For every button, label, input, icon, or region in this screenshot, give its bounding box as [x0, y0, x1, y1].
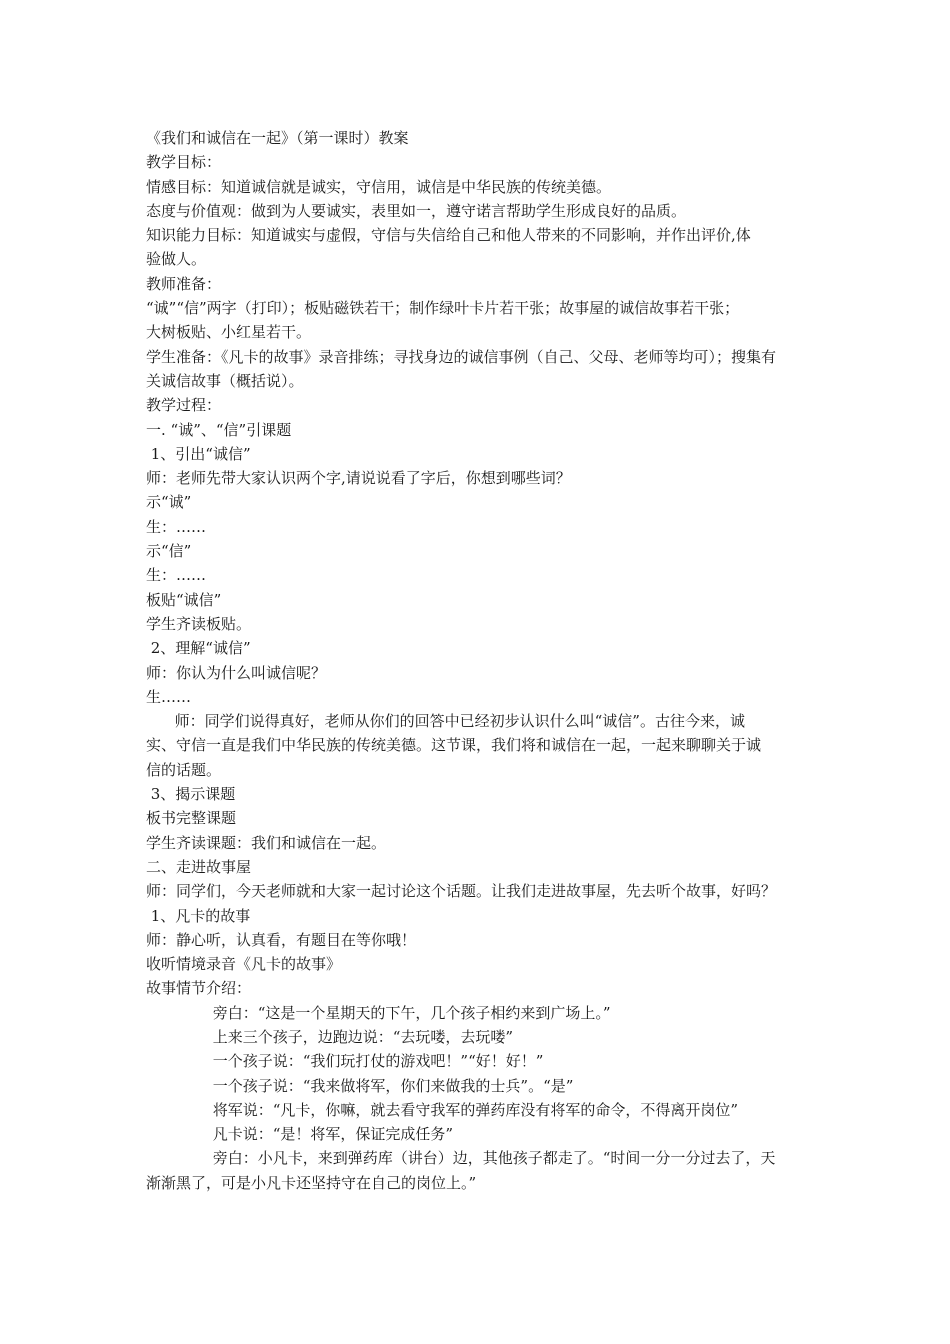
story-line: 将军说：“凡卡，你嘛，就去看守我军的弹药库没有将军的命令，不得离开岗位” — [146, 1100, 739, 1119]
story-intro-heading: 故事情节介绍： — [146, 979, 252, 998]
listen-recording: 收听情境录音《凡卡的故事》 — [146, 955, 342, 974]
teacher-paragraph-line-1: 师：同学们说得真好，老师从你们的回答中已经初步认识什么叫“诚信”。古往今来，诚 — [146, 712, 745, 731]
document-title: 《我们和诚信在一起》（第一课时）教案 — [146, 129, 409, 147]
story-line: 上来三个孩子，边跑边说：“去玩喽，去玩喽” — [146, 1027, 514, 1046]
teacher-line: 师：你认为什么叫诚信呢？ — [146, 663, 327, 682]
student-line: 生：…… — [146, 566, 207, 585]
board-full-title: 板书完整课题 — [146, 809, 237, 828]
story-line-cont: 渐渐黑了，可是小凡卡还坚持守在自己的岗位上。” — [146, 1173, 477, 1192]
section-1-heading: 一. “诚”、“信”引课题 — [146, 420, 292, 439]
story-line: 旁白：“这是一个星期天的下午，几个孩子相约来到广场上。” — [146, 1003, 611, 1022]
story-line: 一个孩子说：“我们玩打仗的游戏吧！”“好！好！” — [146, 1052, 544, 1071]
step-1-2: 2、理解“诚信” — [146, 639, 251, 658]
heading-teaching-goals: 教学目标： — [146, 153, 222, 172]
student-line: 生：…… — [146, 517, 207, 536]
step-2-1: 1、凡卡的故事 — [146, 906, 251, 925]
teacher-line: 师：老师先带大家认识两个字,请说说看了字后，你想到哪些词？ — [146, 469, 571, 488]
story-line: 凡卡说：“是！将军，保证完成任务” — [146, 1125, 454, 1144]
step-1-3: 3、揭示课题 — [146, 785, 236, 804]
heading-teaching-process: 教学过程： — [146, 396, 222, 415]
goal-attitude-values: 态度与价值观：做到为人要诚实，表里如一，遵守诺言帮助学生形成良好的品质。 — [146, 201, 687, 220]
goal-knowledge-ability: 知识能力目标：知道诚实与虚假，守信与失信给自己和他人带来的不同影响，并作出评价,体 — [146, 226, 751, 245]
students-read-title: 学生齐读课题：我们和诚信在一起。 — [146, 833, 387, 852]
show-char-xin: 示“信” — [146, 542, 192, 561]
teacher-paragraph-line-2: 实、守信一直是我们中华民族的传统美德。这节课，我们将和诚信在一起，一起来聊聊关于诚 — [146, 736, 762, 755]
teacher-paragraph-line-3: 信的话题。 — [146, 760, 222, 779]
student-line: 生…… — [146, 687, 192, 706]
teacher-prep-line-1: “诚”“信”两字（打印）；板贴磁铁若干；制作绿叶卡片若干张；故事屋的诚信故事若干张； — [146, 299, 740, 318]
student-prep-line-1: 学生准备：《凡卡的故事》录音排练；寻找身边的诚信事例（自己、父母、老师等均可）；搜集有 — [146, 347, 777, 366]
show-char-cheng: 示“诚” — [146, 493, 192, 512]
goal-emotion: 情感目标：知道诚信就是诚实，守信用，诚信是中华民族的传统美德。 — [146, 177, 612, 196]
student-prep-line-2: 关诚信故事（概括说）。 — [146, 371, 304, 390]
lesson-plan-document — [146, 126, 816, 1195]
step-1-1: 1、引出“诚信” — [146, 444, 251, 463]
story-line: 一个孩子说：“我来做将军，你们来做我的士兵”。“是” — [146, 1076, 574, 1095]
board-post: 板贴“诚信” — [146, 590, 222, 609]
heading-teacher-prep: 教师准备： — [146, 274, 222, 293]
teacher-line: 师：静心听，认真看，有题目在等你哦！ — [146, 930, 417, 949]
teacher-prep-line-2: 大树板贴、小红星若干。 — [146, 323, 312, 342]
teacher-line: 师：同学们，今天老师就和大家一起讨论这个话题。让我们走进故事屋，先去听个故事，好吗？ — [146, 882, 777, 901]
students-read: 学生齐读板贴。 — [146, 614, 252, 633]
section-2-heading: 二、走进故事屋 — [146, 857, 252, 876]
story-line: 旁白：小凡卡，来到弹药库（讲台）边，其他孩子都走了。“时间一分一分过去了，天 — [146, 1149, 776, 1168]
goal-knowledge-ability-cont: 验做人。 — [146, 250, 207, 269]
